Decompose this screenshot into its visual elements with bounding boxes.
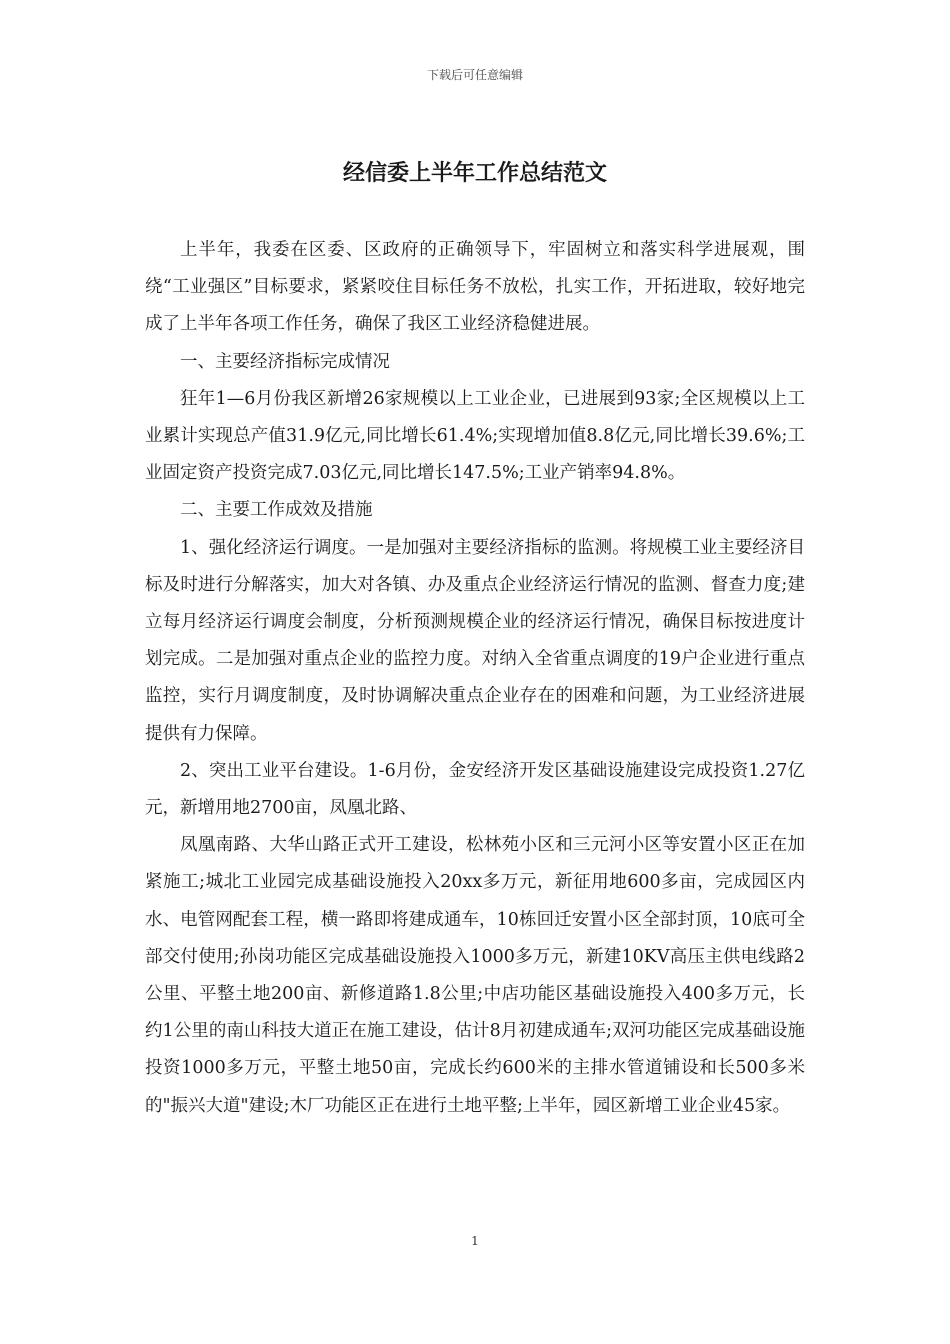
- page-header: 下载后可任意编辑: [426, 68, 523, 82]
- section-heading-2: 二、主要工作成效及措施: [180, 500, 373, 521]
- document-body: [145, 232, 805, 1125]
- paragraph-intro: 上半年，我委在区委、区政府的正确领导下，牢固树立和落实科学进展观，围绕“工业强区”目标要求，紧紧咬住目标任务不放松，扎实工作，开拓进取，较好地完成了上半年各项工作任务，确保了我区工业经济稳健进展。: [145, 240, 805, 335]
- paragraph-item-2-continued: 凤凰南路、大华山路正式开工建设，松林苑小区和三元河小区等安置小区正在加紧施工;城北工业园完成基础设施投入20xx多万元，新征用地600多亩，完成园区内水、电管网配套工程，横一路即将建成通车，10栋回迁安置小区全部封顶，10底可全部交付使用;孙岗功能区完成基础设施投入1000多万元，新建10KV高压主供电线路2公里、平整土地200亩、新修道路1.8公里;中店功能区基础设施投入400多万元，长约1公里的南山科技大道正在施工建设，估计8月初建成通车;双河功能区完成基础设施投资1000多万元，平整土地50亩，完成长约600米的主排水管道铺设和长500多米的"振兴大道"建设;木厂功能区正在进行土地平整;上半年，园区新增工业企业45家。: [145, 835, 805, 1116]
- paragraph-indicators: 狂年1—6月份我区新增26家规模以上工业企业，已进展到93家;全区规模以上工业累计实现总产值31.9亿元,同比增长61.4%;实现增加值8.8亿元,同比增长39.6%;工业固定资产投资完成7.03亿元,同比增长147.5%;工业产销率94.8%。: [145, 388, 805, 484]
- page-number: 1: [471, 1234, 479, 1248]
- document-title: 经信委上半年工作总结范文: [342, 161, 607, 186]
- section-heading-1: 一、主要经济指标完成情况: [180, 351, 390, 372]
- paragraph-item-1: 1、强化经济运行调度。一是加强对主要经济指标的监测。将规模工业主要经济目标及时进行分解落实，加大对各镇、办及重点企业经济运行情况的监测、督查力度;建立每月经济运行调度会制度，分析预测规模企业的经济运行情况，确保目标按进度计划完成。二是加强对重点企业的监控力度。对纳入全省重点调度的19户企业进行重点监控，实行月调度制度，及时协调解决重点企业存在的困难和问题，为工业经济进展提供有力保障。: [145, 537, 805, 744]
- paragraph-item-2: 2、突出工业平台建设。1-6月份，金安经济开发区基础设施建设完成投资1.27亿元，新增用地2700亩，凤凰北路、: [145, 760, 805, 819]
